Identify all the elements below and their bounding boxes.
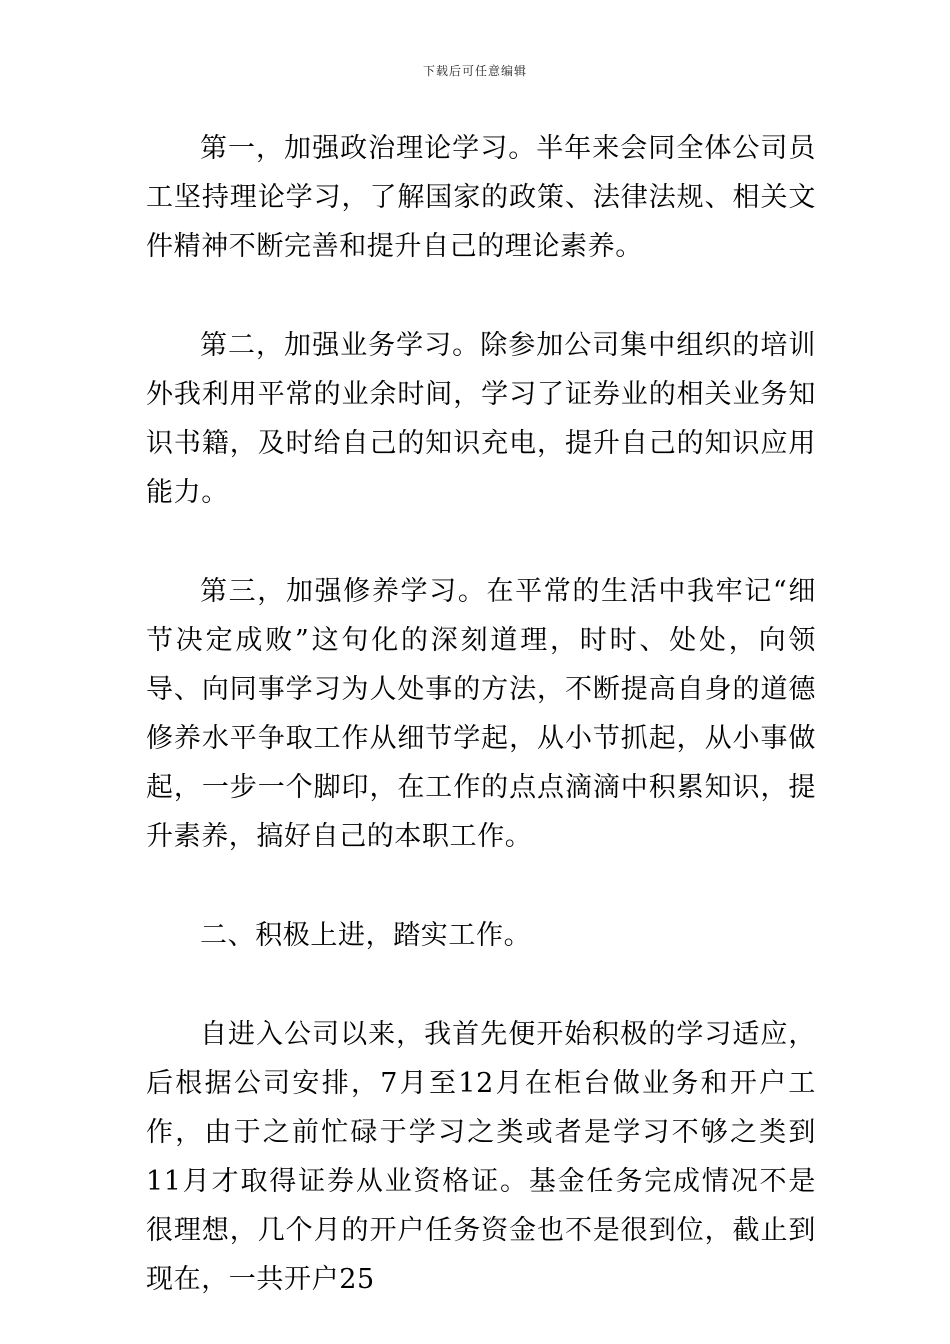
paragraph-work-summary: 自进入公司以来，我首先便开始积极的学习适应，后根据公司安排，7月至12月在柜台做业务和开户工作，由于之前忙碌于学习之类或者是学习不够之类到11月才取得证券从业资格证。基金任务完成情况不是很理想，几个月的开户任务资金也不是很到位，截止到现在，一共开户25 (146, 1019, 816, 1295)
paragraph-political-study: 第一，加强政治理论学习。半年来会同全体公司员工坚持理论学习，了解国家的政策、法律法规、相关文件精神不断完善和提升自己的理论素养。 (146, 133, 816, 262)
section-heading: 二、积极上进，踏实工作。 (200, 920, 532, 951)
document-body (146, 124, 816, 1304)
paragraph-cultivation-study: 第三，加强修养学习。在平常的生活中我牢记“细节决定成败”这句化的深刻道理，时时、处处，向领导、向同事学习为人处事的方法，不断提高自身的道德修养水平争取工作从细节学起，从小节抓起，从小事做起，一步一个脚印，在工作的点点滴滴中积累知识，提升素养，搞好自己的本职工作。 (146, 576, 816, 852)
page-header: 下载后可任意编辑 (422, 64, 527, 78)
paragraph-business-study: 第二，加强业务学习。除参加公司集中组织的培训外我利用平常的业余时间，学习了证券业的相关业务知识书籍，及时给自己的知识充电，提升自己的知识应用能力。 (146, 330, 816, 508)
